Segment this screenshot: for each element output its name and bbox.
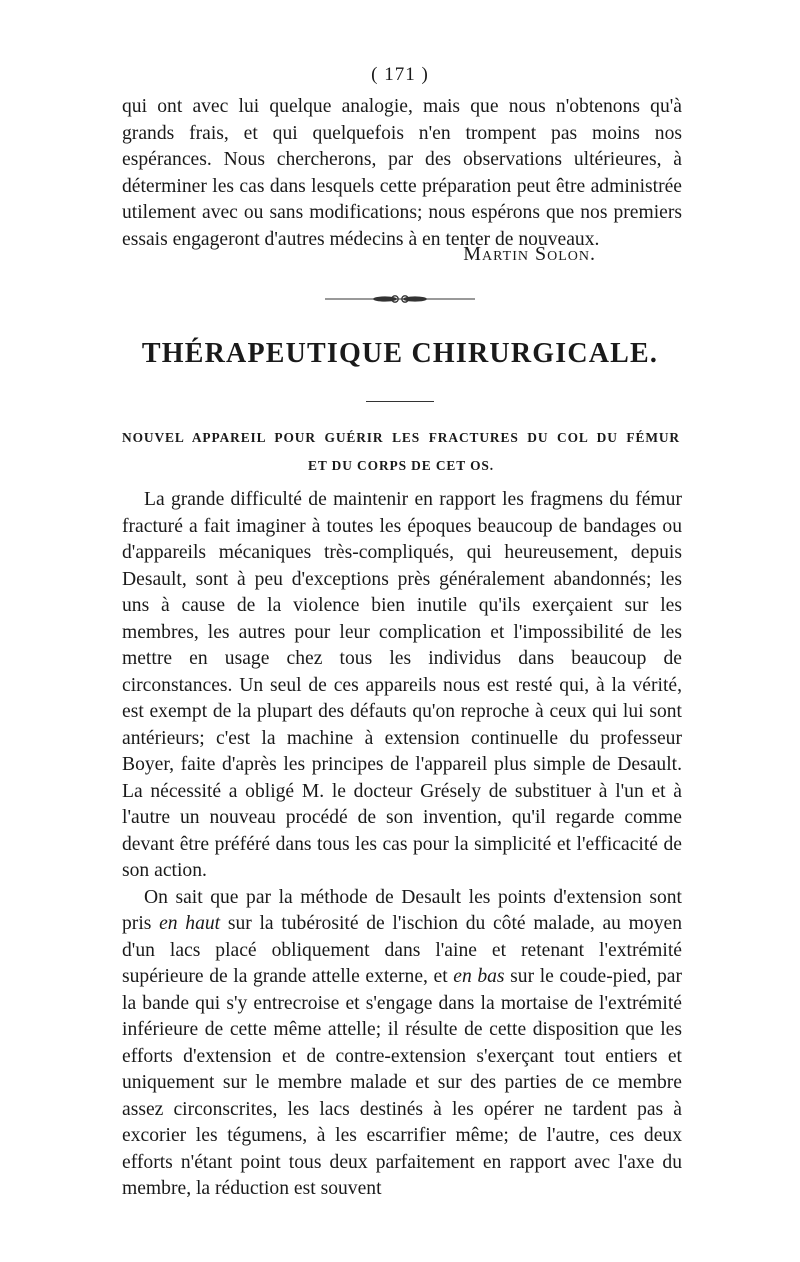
short-rule xyxy=(366,401,434,402)
section-heading: THÉRAPEUTIQUE CHIRURGICALE. xyxy=(141,338,659,369)
ornament-divider xyxy=(325,293,475,305)
opening-paragraph: qui ont avec lui quelque analogie, mais que nous n'obtenons qu'à grands frais, et qui quelquefois n'en trompent pas moins nos espérances. Nous chercherons, par des observations ultérieures, à déterminer les cas dans lesquels cette préparation peut être administrée utilement avec ou sans modifications; nous espérons que nos premiers essais engageront d'autres médecins à en tenter de nouveaux. xyxy=(122,96,682,250)
emphasis-en-bas: en bas xyxy=(453,966,505,987)
paragraph-2-text-a: On sait que par la méthode de Desault les points d'extension sont pris xyxy=(122,886,682,934)
article-paragraph-2 xyxy=(122,885,682,1203)
paragraph-2-text-c: sur le coude-pied, par la bande qui s'y entrecroise et s'engage dans la mortaise de l'extrémité inférieure de cette même attelle; il résulte de cette disposition que les efforts d'extension et de contre-extension s'exerçant tout entiers et uniquement sur le membre malade et sur des parties de ce membre assez circonscrites, les lacs destinés à les opérer ne tardent pas à excorier les tégumens, à les escarrifier même; de l'autre, ces deux efforts n'étant point tous deux parfaitement en rapport avec l'axe du membre, la réduction est souvent xyxy=(122,966,682,1199)
page-number: ( 171 ) xyxy=(371,64,429,85)
paragraph-2-text-b: sur la tubérosité de l'ischion du côté malade, au moyen d'un lacs placé obliquement dans l'aine et retenant l'extrémité supérieure de la grande attelle externe, et xyxy=(122,913,682,987)
article-body xyxy=(122,487,682,1203)
emphasis-en-haut: en haut xyxy=(159,913,221,934)
article-heading xyxy=(122,424,680,480)
article-heading-line-2: ET DU CORPS DE CET OS. xyxy=(308,458,494,473)
author-signature: Martin Solon. xyxy=(463,243,596,265)
article-paragraph-1: La grande difficulté de maintenir en rapport les fragmens du fémur fracturé a fait imaginer à toutes les époques beaucoup de bandages ou d'appareils mécaniques très-compliqués, qui heureusement, depuis Desault, sont à peu d'exceptions près généralement abandonnés; les uns à cause de la violence bien inutile qu'ils exerçaient sur les membres, les autres pour leur complication et l'impossibilité de les mettre en usage chez tous les individus dans beaucoup de circonstances. Un seul de ces appareils nous est resté qui, à la vérité, est exempt de la plupart des défauts qu'on reproche à ceux qui lui sont antérieurs; c'est la machine à extension continuelle du professeur Boyer, faite d'après les principes de l'appareil plus simple de Desault. La nécessité a obligé M. le docteur Grésely de substituer à l'un et à l'autre un nouveau procédé de son invention, qu'il regarde comme devant être préféré dans tous les cas pour la simplicité et l'efficacité de son action. xyxy=(122,489,682,881)
opening-text-block xyxy=(122,94,682,253)
article-heading-line-1: NOUVEL APPAREIL POUR GUÉRIR LES FRACTURES DU COL DU FÉMUR xyxy=(122,430,680,445)
